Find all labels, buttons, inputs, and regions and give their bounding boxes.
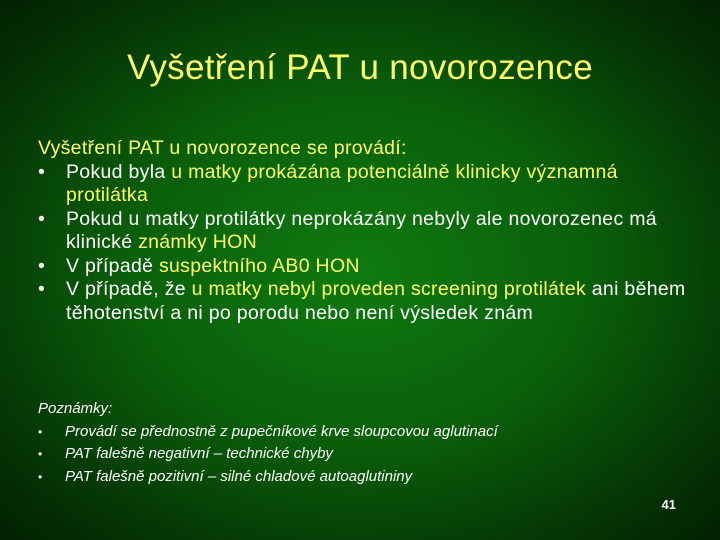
bullet-icon: • <box>38 278 46 300</box>
note-text: PAT falešně pozitivní – silné chladové autoaglutininy <box>65 467 413 485</box>
bullet-highlight: suspektního AB0 HON <box>158 254 360 277</box>
bullet-highlight: známky HON <box>138 231 257 253</box>
bullet-text: ani během těhotenství a ni po porodu nebo není výsledek znám <box>66 278 686 324</box>
bullet-highlight: u matky prokázána potenciálně klinicky významná protilátka <box>66 160 618 206</box>
note-text: Provádí se přednostně z pupečníkové krve sloupcovou aglutinací <box>65 422 498 440</box>
bullet-icon: • <box>38 447 43 461</box>
note-item <box>38 466 698 489</box>
bullet-icon: • <box>38 469 43 484</box>
bullet-item <box>38 255 698 279</box>
note-text: PAT falešně negativní – technické chyby <box>65 445 333 462</box>
notes-section <box>38 398 698 488</box>
bullet-icon: • <box>38 254 46 277</box>
page-number: 41 <box>661 497 676 512</box>
bullet-item <box>38 161 698 208</box>
notes-list <box>38 421 698 489</box>
bullet-icon: • <box>38 424 43 439</box>
note-item <box>38 421 698 444</box>
bullet-icon: • <box>38 160 46 183</box>
bullet-text: V případě, že <box>66 278 192 300</box>
bullet-item <box>38 208 698 255</box>
bullet-icon: • <box>38 207 46 230</box>
intro-text: Vyšetření PAT u novorozence se provádí: <box>38 137 407 159</box>
slide-title: Vyšetření PAT u novorozence <box>127 48 593 87</box>
note-item <box>38 443 698 466</box>
bullet-text: Pokud byla <box>66 160 172 183</box>
slide-body <box>38 137 698 325</box>
bullet-text: Pokud u matky protilátky neprokázány nebyly ale novorozenec má klinické <box>66 207 657 253</box>
bullet-text: V případě <box>66 254 159 277</box>
bullet-highlight: u matky nebyl proveden screening protilátek <box>191 278 587 300</box>
bullet-list <box>38 161 698 326</box>
bullet-item <box>38 278 698 325</box>
notes-label: Poznámky: <box>38 400 113 417</box>
